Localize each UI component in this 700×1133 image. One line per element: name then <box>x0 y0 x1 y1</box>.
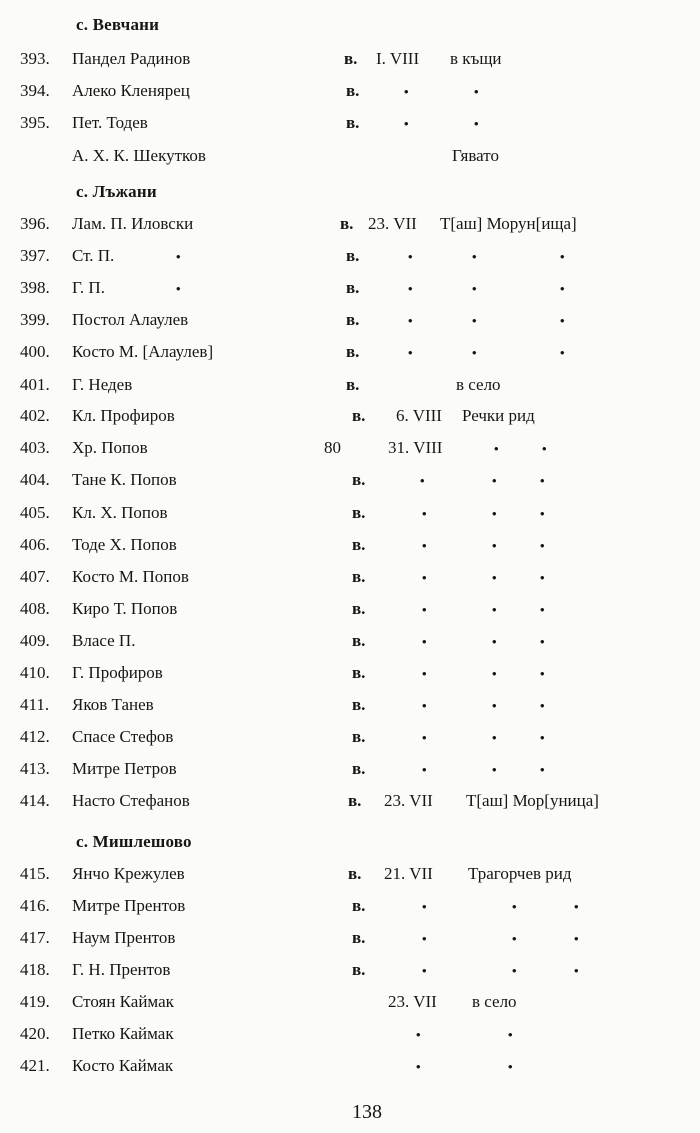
ditto-mark: • <box>560 249 565 264</box>
row-mark: в. <box>352 631 366 650</box>
row-mark: в. <box>346 375 360 394</box>
table-row <box>0 310 700 336</box>
ditto-mark: • <box>422 762 427 777</box>
row-mark: в. <box>346 342 360 361</box>
ditto-mark: • <box>422 698 427 713</box>
ditto-mark: • <box>560 313 565 328</box>
row-number: 404. <box>20 470 50 489</box>
ditto-mark: • <box>494 441 499 456</box>
row-date: I. VIII <box>376 49 420 68</box>
ditto-mark: • <box>422 963 427 978</box>
table-row <box>0 599 700 625</box>
ditto-mark: • <box>408 281 413 296</box>
table-row <box>0 81 700 107</box>
row-number: 409. <box>20 631 50 650</box>
row-mark: в. <box>348 791 362 810</box>
row-place: в къщи <box>450 49 502 68</box>
table-row <box>0 864 700 890</box>
row-date: 23. VII <box>384 791 433 810</box>
table-row <box>0 406 700 432</box>
person-name: Лам. П. Иловски <box>72 214 194 233</box>
row-mark: в. <box>352 960 366 979</box>
table-row <box>0 146 700 172</box>
person-name: Косто М. Попов <box>72 567 189 586</box>
ditto-mark: • <box>540 634 545 649</box>
ditto-mark: • <box>422 730 427 745</box>
ditto-mark: • <box>492 506 497 521</box>
ditto-mark: • <box>492 730 497 745</box>
row-place: в село <box>456 375 501 394</box>
row-number: 412. <box>20 727 50 746</box>
row-number: 405. <box>20 503 50 522</box>
table-row <box>0 928 700 954</box>
person-name: А. Х. К. Шекутков <box>72 146 206 165</box>
table-row <box>0 535 700 561</box>
person-name: Пет. Тодев <box>72 113 148 132</box>
ditto-mark: • <box>422 666 427 681</box>
ditto-mark: • <box>540 538 545 553</box>
ditto-mark: • <box>408 345 413 360</box>
ditto-mark: • <box>540 730 545 745</box>
person-name: Яков Танев <box>72 695 154 714</box>
person-name: Петко Каймак <box>72 1024 174 1043</box>
row-mark: в. <box>346 246 360 265</box>
ditto-mark: • <box>492 473 497 488</box>
row-number: 413. <box>20 759 50 778</box>
person-name: Косто М. [Алаулев] <box>72 342 214 361</box>
ditto-mark: • <box>422 506 427 521</box>
person-name: Кл. Х. Попов <box>72 503 168 522</box>
person-name: Хр. Попов <box>72 438 148 457</box>
ditto-mark: • <box>422 538 427 553</box>
person-name: Киро Т. Попов <box>72 599 178 618</box>
ditto-mark: • <box>540 602 545 617</box>
ditto-mark: • <box>176 249 181 264</box>
row-mark: в. <box>344 49 358 68</box>
person-name: Стоян Каймак <box>72 992 174 1011</box>
ditto-mark: • <box>574 931 579 946</box>
row-mark: в. <box>352 896 366 915</box>
person-name: Алеко Кленярец <box>72 81 190 100</box>
row-number: 393. <box>20 49 50 68</box>
ditto-mark: • <box>540 506 545 521</box>
table-row <box>0 470 700 496</box>
row-number: 420. <box>20 1024 50 1043</box>
row-number: 403. <box>20 438 50 457</box>
row-mark: в. <box>352 928 366 947</box>
ditto-mark: • <box>574 963 579 978</box>
person-name: Ст. П. <box>72 246 115 265</box>
row-mark: в. <box>346 278 360 297</box>
ditto-mark: • <box>540 698 545 713</box>
row-number: 419. <box>20 992 50 1011</box>
table-row <box>0 503 700 529</box>
row-mark: в. <box>352 567 366 586</box>
person-name: Тане К. Попов <box>72 470 177 489</box>
person-name: Митре Петров <box>72 759 177 778</box>
table-row <box>0 49 700 75</box>
ditto-mark: • <box>420 473 425 488</box>
ditto-mark: • <box>540 473 545 488</box>
row-number: 400. <box>20 342 50 361</box>
row-mark: в. <box>340 214 354 233</box>
table-row <box>0 960 700 986</box>
row-mark: в. <box>346 113 360 132</box>
ditto-mark: • <box>560 281 565 296</box>
row-number: 415. <box>20 864 50 883</box>
ditto-mark: • <box>492 634 497 649</box>
ditto-mark: • <box>474 84 479 99</box>
ditto-mark: • <box>508 1059 513 1074</box>
person-name: Косто Каймак <box>72 1056 174 1075</box>
table-row <box>0 992 700 1018</box>
table-row <box>0 1024 700 1050</box>
table-row <box>0 438 700 464</box>
ditto-mark: • <box>404 84 409 99</box>
row-date: 31. VIII <box>388 438 443 457</box>
ditto-mark: • <box>472 313 477 328</box>
page-number: 138 <box>352 1101 382 1123</box>
person-name: Насто Стефанов <box>72 791 190 810</box>
person-name: Г. П. <box>72 278 105 297</box>
ditto-mark: • <box>540 666 545 681</box>
ditto-mark: • <box>492 698 497 713</box>
row-place: Т[аш] Морун[ища] <box>440 214 577 233</box>
person-name: Пандел Радинов <box>72 49 191 68</box>
table-row <box>0 759 700 785</box>
ditto-mark: • <box>404 116 409 131</box>
table-row <box>0 214 700 240</box>
row-mark: в. <box>352 759 366 778</box>
table-row <box>0 375 700 401</box>
row-number: 407. <box>20 567 50 586</box>
ditto-mark: • <box>422 570 427 585</box>
row-place: Т[аш] Мор[уница] <box>466 791 599 810</box>
ditto-mark: • <box>472 345 477 360</box>
row-mark: в. <box>346 81 360 100</box>
ditto-mark: • <box>560 345 565 360</box>
ditto-mark: • <box>492 602 497 617</box>
row-number: 416. <box>20 896 50 915</box>
ditto-mark: • <box>512 931 517 946</box>
table-row <box>0 695 700 721</box>
row-place: в село <box>472 992 517 1011</box>
row-mark: в. <box>352 535 366 554</box>
row-place: Речки рид <box>462 406 535 425</box>
person-name: Власе П. <box>72 631 136 650</box>
ditto-mark: • <box>416 1059 421 1074</box>
row-mark: в. <box>352 470 366 489</box>
table-row <box>0 246 700 272</box>
ditto-mark: • <box>508 1027 513 1042</box>
ditto-mark: • <box>422 602 427 617</box>
ditto-mark: • <box>176 281 181 296</box>
row-number: 401. <box>20 375 50 394</box>
row-mark: в. <box>352 727 366 746</box>
person-name: Постол Алаулев <box>72 310 189 329</box>
row-date: 23. VII <box>388 992 437 1011</box>
table-row <box>0 896 700 922</box>
ditto-mark: • <box>512 963 517 978</box>
row-place: Гявато <box>452 146 499 165</box>
ditto-mark: • <box>408 249 413 264</box>
row-number: 396. <box>20 214 50 233</box>
ditto-mark: • <box>492 666 497 681</box>
table-row <box>0 342 700 368</box>
row-number: 394. <box>20 81 50 100</box>
ditto-mark: • <box>574 899 579 914</box>
row-mark: 80 <box>324 438 341 457</box>
ditto-mark: • <box>474 116 479 131</box>
row-mark: в. <box>352 695 366 714</box>
row-mark: в. <box>348 864 362 883</box>
row-number: 410. <box>20 663 50 682</box>
ditto-mark: • <box>422 634 427 649</box>
row-number: 411. <box>20 695 50 714</box>
row-mark: в. <box>352 406 366 425</box>
row-number: 421. <box>20 1056 50 1075</box>
row-mark: в. <box>352 503 366 522</box>
row-number: 395. <box>20 113 50 132</box>
row-mark: в. <box>352 599 366 618</box>
village-heading: с. Мишлешово <box>76 832 192 851</box>
row-number: 417. <box>20 928 50 947</box>
row-number: 414. <box>20 791 50 810</box>
table-row <box>0 727 700 753</box>
person-name: Г. Н. Прентов <box>72 960 171 979</box>
ditto-mark: • <box>472 281 477 296</box>
row-mark: в. <box>346 310 360 329</box>
table-row <box>0 1056 700 1082</box>
person-name: Г. Профиров <box>72 663 163 682</box>
ditto-mark: • <box>422 931 427 946</box>
person-name: Кл. Профиров <box>72 406 175 425</box>
ditto-mark: • <box>542 441 547 456</box>
row-number: 418. <box>20 960 50 979</box>
person-name: Наум Прентов <box>72 928 176 947</box>
ditto-mark: • <box>540 570 545 585</box>
row-number: 399. <box>20 310 50 329</box>
ditto-mark: • <box>492 570 497 585</box>
table-row <box>0 278 700 304</box>
table-row <box>0 791 700 817</box>
person-name: Г. Недев <box>72 375 133 394</box>
village-heading: с. Вевчани <box>76 15 160 34</box>
row-number: 402. <box>20 406 50 425</box>
table-row <box>0 567 700 593</box>
ditto-mark: • <box>422 899 427 914</box>
table-row <box>0 113 700 139</box>
row-number: 406. <box>20 535 50 554</box>
person-name: Тоде Х. Попов <box>72 535 177 554</box>
ditto-mark: • <box>408 313 413 328</box>
row-date: 23. VII <box>368 214 417 233</box>
ditto-mark: • <box>492 538 497 553</box>
village-heading: с. Лъжани <box>76 182 157 201</box>
ditto-mark: • <box>416 1027 421 1042</box>
person-name: Спасе Стефов <box>72 727 174 746</box>
table-row <box>0 631 700 657</box>
row-place: Трагорчев рид <box>468 864 572 883</box>
person-name: Митре Прентов <box>72 896 186 915</box>
row-mark: в. <box>352 663 366 682</box>
row-number: 397. <box>20 246 50 265</box>
table-row <box>0 663 700 689</box>
ditto-mark: • <box>512 899 517 914</box>
row-date: 21. VII <box>384 864 433 883</box>
row-number: 408. <box>20 599 50 618</box>
ditto-mark: • <box>540 762 545 777</box>
ditto-mark: • <box>472 249 477 264</box>
ditto-mark: • <box>492 762 497 777</box>
person-name: Янчо Крежулев <box>72 864 185 883</box>
row-date: 6. VIII <box>396 406 442 425</box>
row-number: 398. <box>20 278 50 297</box>
